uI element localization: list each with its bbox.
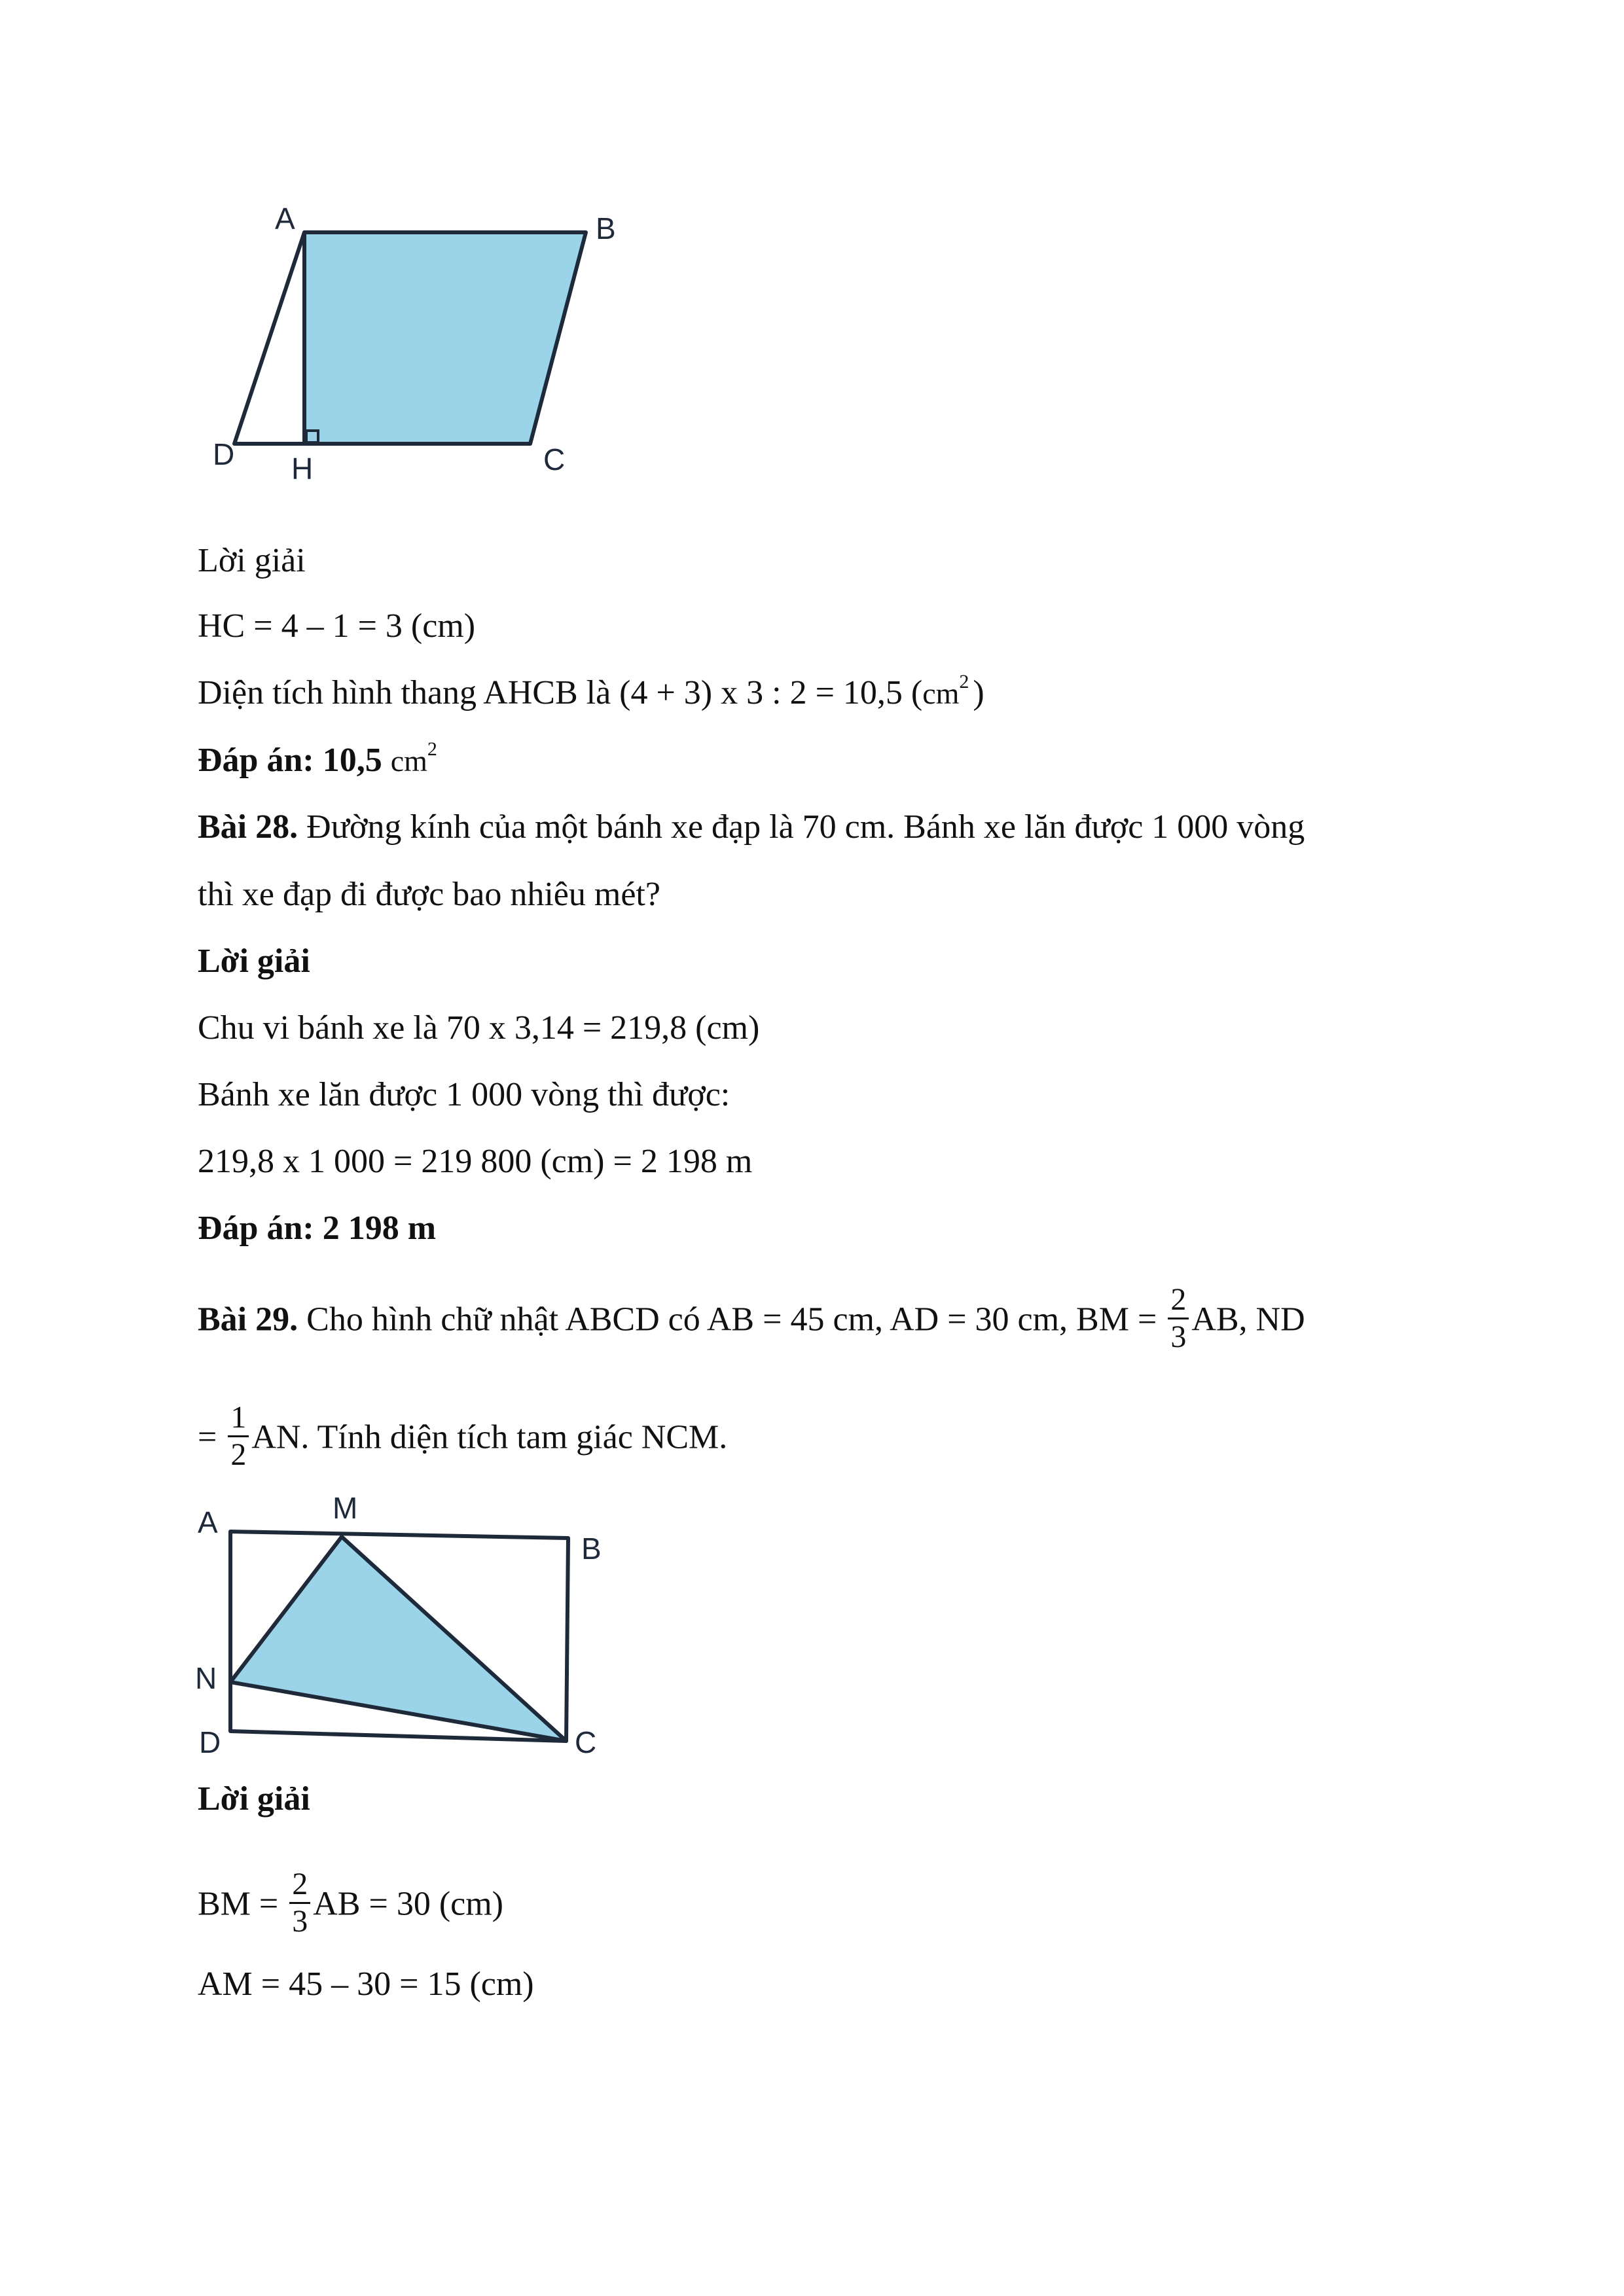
fraction-one-half xyxy=(228,1400,249,1473)
problem28-solution-line3: 219,8 x 1 000 = 219 800 (cm) = 2 198 m xyxy=(198,1143,753,1180)
problem29-line1 xyxy=(198,1282,1305,1359)
solution27-line2 xyxy=(198,672,984,715)
problem28-solution-line1: Chu vi bánh xe là 70 x 3,14 = 219,8 (cm) xyxy=(198,1009,760,1047)
label-n: N xyxy=(195,1661,217,1695)
fraction-denominator: 3 xyxy=(1170,1319,1187,1354)
solution27-line2-sup: 2 xyxy=(959,671,969,692)
label-h: H xyxy=(291,452,314,486)
fraction-two-thirds-solution xyxy=(289,1867,310,1939)
solution27-answer xyxy=(198,740,437,782)
parallelogram-figure xyxy=(190,196,648,497)
label-b: B xyxy=(581,1532,602,1566)
problem29-solution-heading: Lời giải xyxy=(198,1780,310,1818)
solution27-answer-sup: 2 xyxy=(427,738,437,760)
solution27-line2-unit: cm xyxy=(922,677,960,710)
problem28-line1 xyxy=(198,806,1305,848)
problem29-solution-line2: AM = 45 – 30 = 15 (cm) xyxy=(198,1965,534,2003)
solution27-answer-unit: cm xyxy=(390,744,427,778)
fraction-numerator: 2 xyxy=(1168,1282,1189,1319)
label-a: A xyxy=(198,1505,218,1539)
problem29-text1-before: Cho hình chữ nhật ABCD có AB = 45 cm, AD = 30 cm, BM = xyxy=(306,1300,1157,1338)
problem28-text1: Đường kính của một bánh xe đạp là 70 cm. Bánh xe lăn được 1 000 vòng xyxy=(306,808,1305,846)
rectangle-triangle-figure xyxy=(190,1486,622,1761)
problem28-solution-heading: Lời giải xyxy=(198,942,310,980)
problem28-line2: thì xe đạp đi được bao nhiêu mét? xyxy=(198,876,660,913)
problem29-sol1-before: BM = xyxy=(198,1885,279,1923)
triangle-ncm-shape xyxy=(230,1537,566,1741)
solution27-heading: Lời giải xyxy=(198,542,306,579)
solution27-answer-label: Đáp án: 10,5 xyxy=(198,742,382,779)
problem28-answer: Đáp án: 2 198 m xyxy=(198,1210,437,1247)
label-d: D xyxy=(213,437,235,471)
fraction-numerator: 1 xyxy=(228,1400,249,1437)
problem29-solution-line1 xyxy=(198,1867,503,1943)
solution27-line2-close: ) xyxy=(973,674,984,711)
label-b: B xyxy=(596,211,616,245)
fraction-denominator: 3 xyxy=(292,1904,308,1939)
problem29-sol1-after: AB = 30 (cm) xyxy=(313,1885,503,1923)
problem29-text2-before: = xyxy=(198,1418,217,1456)
label-c: C xyxy=(543,442,566,476)
solution27-line2-text: Diện tích hình thang AHCB là (4 + 3) x 3 : 2 = 10,5 ( xyxy=(198,674,923,711)
label-c: C xyxy=(575,1725,597,1759)
problem28-label: Bài 28. xyxy=(198,808,298,846)
problem28-solution-line2: Bánh xe lăn được 1 000 vòng thì được: xyxy=(198,1076,731,1113)
fraction-denominator: 2 xyxy=(230,1437,247,1472)
problem29-label: Bài 29. xyxy=(198,1300,298,1338)
label-a: A xyxy=(275,202,295,236)
problem29-text1-after: AB, ND xyxy=(1191,1300,1305,1338)
problem29-line2 xyxy=(198,1400,728,1477)
label-d: D xyxy=(199,1725,221,1759)
fraction-two-thirds xyxy=(1168,1282,1189,1355)
problem29-text2-after: AN. Tính diện tích tam giác NCM. xyxy=(251,1418,728,1456)
solution27-line1: HC = 4 – 1 = 3 (cm) xyxy=(198,607,476,645)
trapezoid-ahcb-shape xyxy=(304,232,586,444)
fraction-numerator: 2 xyxy=(289,1867,310,1904)
label-m: M xyxy=(333,1491,358,1525)
